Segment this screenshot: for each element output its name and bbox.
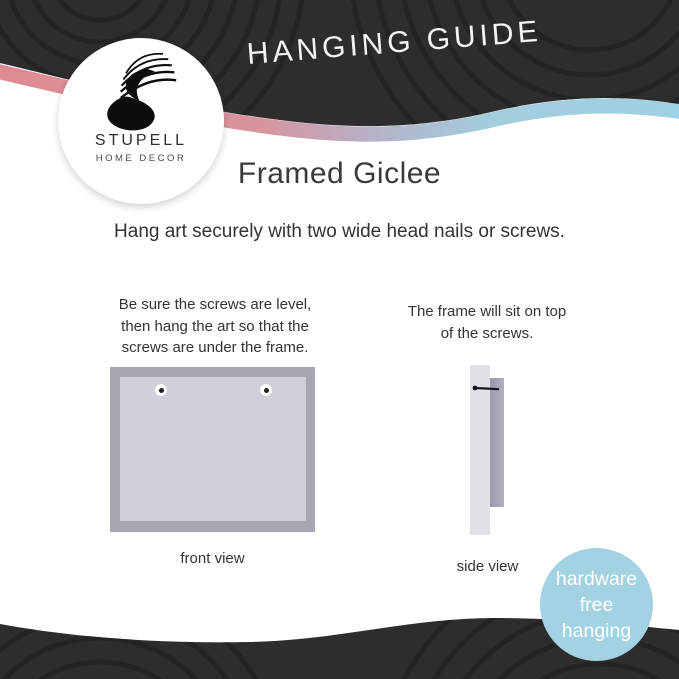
badge-line: free [579,593,614,616]
stupell-s-swirl-icon [97,46,185,134]
side-view-instruction [380,301,594,344]
screw-dot-icon [159,388,164,393]
front-view-frame-drawing [110,367,315,532]
instruction-line: screws are under the frame. [121,339,309,356]
front-view-caption: front view [180,550,245,567]
side-view-caption: side view [456,558,519,575]
badge-line: hanging [561,619,632,642]
brand-tagline: HOME DECOR [95,153,187,164]
frame-artwork-area [120,377,306,521]
badge-line: hardware [555,567,638,590]
instruction-line: The frame will sit on top [407,303,567,320]
page-title: HANGING GUIDE [245,14,543,71]
instruction-line: of the screws. [440,324,534,342]
instruction-line: Be sure the screws are level, [118,296,312,313]
screw-dot-icon [264,388,269,393]
instruction-line: then hang the art so that the [121,317,309,335]
brand-logo [58,38,224,204]
screw-right [260,384,272,396]
nail-icon [470,382,502,394]
brand-name: STUPELL [94,132,188,149]
screw-left [155,384,167,396]
side-view-frame-bar [490,378,504,507]
hardware-free-hanging-badge [540,548,653,661]
intro-text: Hang art securely with two wide head nails or screws. [114,221,565,242]
front-view-instruction [95,294,335,359]
product-subtitle: Framed Giclee [237,157,442,190]
